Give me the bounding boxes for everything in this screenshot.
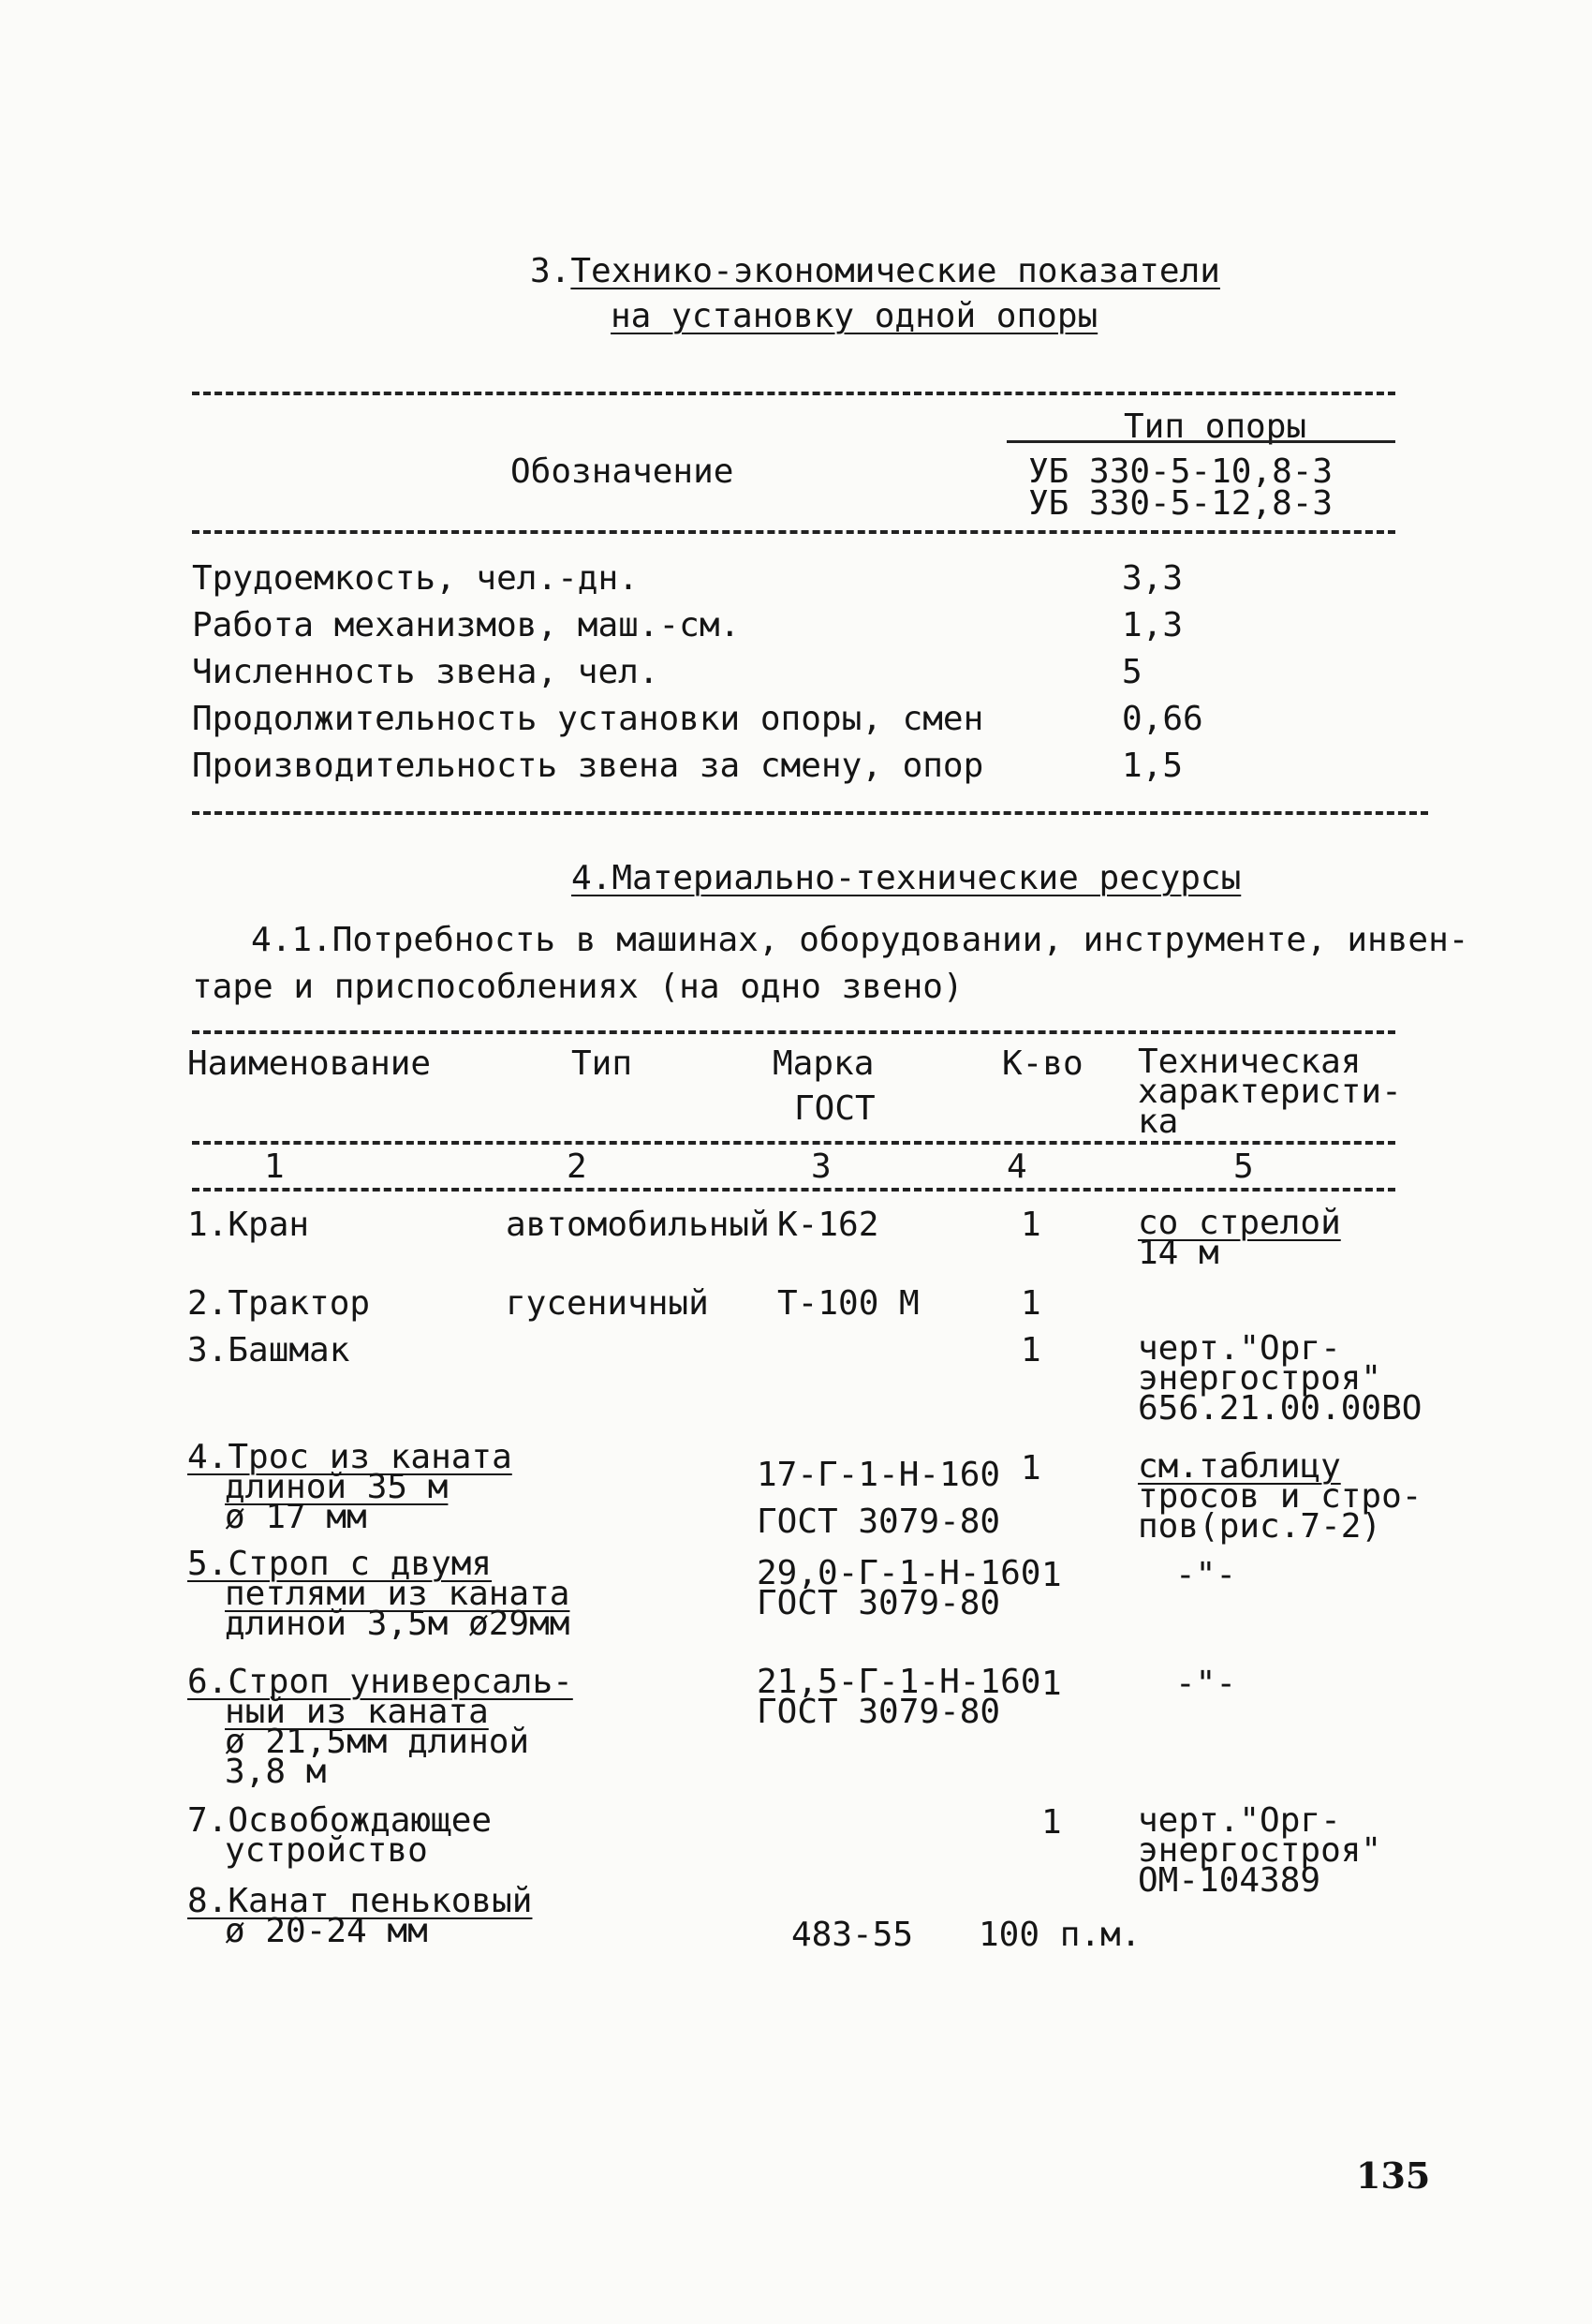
section3-heading-number: 3. xyxy=(530,252,571,290)
resources-rule-top xyxy=(192,1030,1395,1034)
item-name-line: 6.Строп универсаль- xyxy=(187,1663,573,1701)
col-number-3: 3 xyxy=(811,1147,832,1186)
item-tech xyxy=(1138,1801,1382,1900)
item-name-line: длиной 35 м xyxy=(225,1468,449,1506)
item-name-line: ø 20-24 мм xyxy=(225,1912,428,1950)
item-mark xyxy=(757,1663,1041,1731)
item-name-line: устройство xyxy=(225,1831,428,1870)
header-type: Тип xyxy=(571,1044,633,1083)
item-tech: -"- xyxy=(1175,1556,1237,1594)
table-rule-bottom xyxy=(192,811,1428,815)
item-name xyxy=(187,1801,493,1870)
table-rule-mid xyxy=(192,530,1395,534)
item-name xyxy=(187,1882,533,1950)
header-tech-line: характеристи- xyxy=(1138,1073,1402,1111)
item-name-line: 8.Канат пеньковый xyxy=(187,1882,533,1920)
header-tech-line: Техническая xyxy=(1138,1043,1362,1081)
section4-heading: 4.Материально-технические ресурсы xyxy=(571,859,1242,897)
type-1: УБ 330-5-10,8-3 xyxy=(1028,452,1334,491)
item-name-line: длиной 3,5м ø29мм xyxy=(225,1605,570,1643)
header-name: Наименование xyxy=(187,1044,432,1083)
item-qty: 1 xyxy=(1021,1449,1041,1488)
item-qty: 1 xyxy=(1041,1556,1062,1594)
header-tech xyxy=(1138,1043,1402,1141)
indicator-value: 1,5 xyxy=(1122,747,1184,785)
indicator-label: Трудоемкость, чел.-дн. xyxy=(192,559,639,598)
item-tech-line: 14 м xyxy=(1138,1234,1219,1272)
item-tech-line: черт."Орг- xyxy=(1138,1801,1341,1840)
item-type: гусеничный xyxy=(506,1284,709,1323)
item-mark: 483-55 xyxy=(791,1916,914,1954)
indicator-value: 1,3 xyxy=(1122,606,1184,644)
item-name xyxy=(187,1438,512,1536)
item-tech xyxy=(1138,1447,1422,1546)
item-name: 3.Башмак xyxy=(187,1331,350,1369)
item-mark xyxy=(757,1452,1000,1546)
item-qty: 1 xyxy=(1021,1331,1041,1369)
section3-heading xyxy=(530,252,1220,290)
item-mark-line: 29,0-Г-1-Н-160 xyxy=(757,1554,1041,1592)
header-tech-line: ка xyxy=(1138,1103,1179,1141)
indicator-value: 5 xyxy=(1122,653,1142,691)
item-name xyxy=(187,1663,573,1791)
item-name-line: ный из каната xyxy=(225,1693,489,1731)
section3-heading-line1: Технико-экономические показатели xyxy=(570,252,1220,290)
item-name-line: 3,8 м xyxy=(225,1753,327,1791)
item-mark-line: ГОСТ 3079-80 xyxy=(757,1502,1001,1541)
item-name-line: ø 17 мм xyxy=(225,1498,367,1536)
col-type-underline xyxy=(1007,440,1395,443)
item-tech-line: энергостроя" xyxy=(1138,1831,1382,1870)
item-qty: 1 xyxy=(1041,1803,1062,1842)
item-tech: -"- xyxy=(1175,1665,1237,1703)
indicator-value: 0,66 xyxy=(1122,700,1203,738)
item-tech-line: тросов и стро- xyxy=(1138,1477,1422,1516)
item-mark-line: 21,5-Г-1-Н-160 xyxy=(757,1663,1041,1701)
item-tech-line: пов(рис.7-2) xyxy=(1138,1507,1382,1546)
col-type-header: Тип опоры xyxy=(1124,407,1307,446)
item-name-line: ø 21,5мм длиной xyxy=(225,1723,530,1761)
header-gost: ГОСТ xyxy=(794,1089,876,1128)
item-tech-line: ОМ-104389 xyxy=(1138,1861,1321,1900)
page-number: 135 xyxy=(1356,2154,1431,2197)
header-qty: К-во xyxy=(1002,1044,1083,1083)
item-qty: 100 п.м. xyxy=(979,1916,1142,1954)
item-tech-line: 656.21.00.00ВО xyxy=(1138,1389,1422,1428)
item-tech-line: черт."Орг- xyxy=(1138,1329,1341,1368)
col-number-1: 1 xyxy=(264,1147,285,1186)
item-mark-line: ГОСТ 3079-80 xyxy=(757,1693,1001,1731)
item-qty: 1 xyxy=(1041,1665,1062,1703)
item-name-line: петлями из каната xyxy=(225,1575,570,1613)
item-mark: Т-100 М xyxy=(777,1284,920,1323)
section3-heading-line2: на установку одной опоры xyxy=(611,297,1098,335)
item-name-line: 4.Трос из каната xyxy=(187,1438,512,1476)
item-tech-line: со стрелой xyxy=(1138,1204,1341,1242)
col-number-4: 4 xyxy=(1007,1147,1027,1186)
item-name: 1.Кран xyxy=(187,1206,310,1244)
type-2: УБ 330-5-12,8-3 xyxy=(1028,484,1334,523)
section4-intro-line2: таре и приспособлениях (на одно звено) xyxy=(192,968,964,1006)
item-qty: 1 xyxy=(1021,1206,1041,1244)
item-mark xyxy=(757,1554,1041,1622)
col-number-5: 5 xyxy=(1233,1147,1254,1186)
indicator-label: Численность звена, чел. xyxy=(192,653,659,691)
col-designation-header: Обозначение xyxy=(510,452,734,491)
item-tech-line: энергостроя" xyxy=(1138,1359,1382,1398)
item-tech xyxy=(1138,1204,1341,1272)
item-mark-line: ГОСТ 3079-80 xyxy=(757,1584,1001,1622)
item-mark-line: 17-Г-1-Н-160 xyxy=(757,1456,1001,1494)
item-tech xyxy=(1138,1329,1422,1428)
item-name-line: 5.Строп с двумя xyxy=(187,1545,493,1583)
indicator-label: Работа механизмов, маш.-см. xyxy=(192,606,741,644)
item-type: автомобильный xyxy=(506,1206,770,1244)
section4-intro-line1: 4.1.Потребность в машинах, оборудовании, инструменте, инвен- xyxy=(251,921,1469,959)
table-rule-top xyxy=(192,392,1395,395)
indicator-label: Продолжительность установки опоры, смен xyxy=(192,700,984,738)
item-name: 2.Трактор xyxy=(187,1284,371,1323)
resources-rule-numbers xyxy=(192,1188,1395,1192)
item-qty: 1 xyxy=(1021,1284,1041,1323)
item-tech-line: см.таблицу xyxy=(1138,1447,1341,1486)
item-name xyxy=(187,1545,570,1643)
indicator-value: 3,3 xyxy=(1122,559,1184,598)
indicator-label: Производительность звена за смену, опор xyxy=(192,747,984,785)
item-name-line: 7.Освобождающее xyxy=(187,1801,493,1840)
item-mark: К-162 xyxy=(777,1206,879,1244)
col-number-2: 2 xyxy=(567,1147,587,1186)
resources-rule-header xyxy=(192,1141,1395,1145)
header-mark: Марка xyxy=(773,1044,875,1083)
